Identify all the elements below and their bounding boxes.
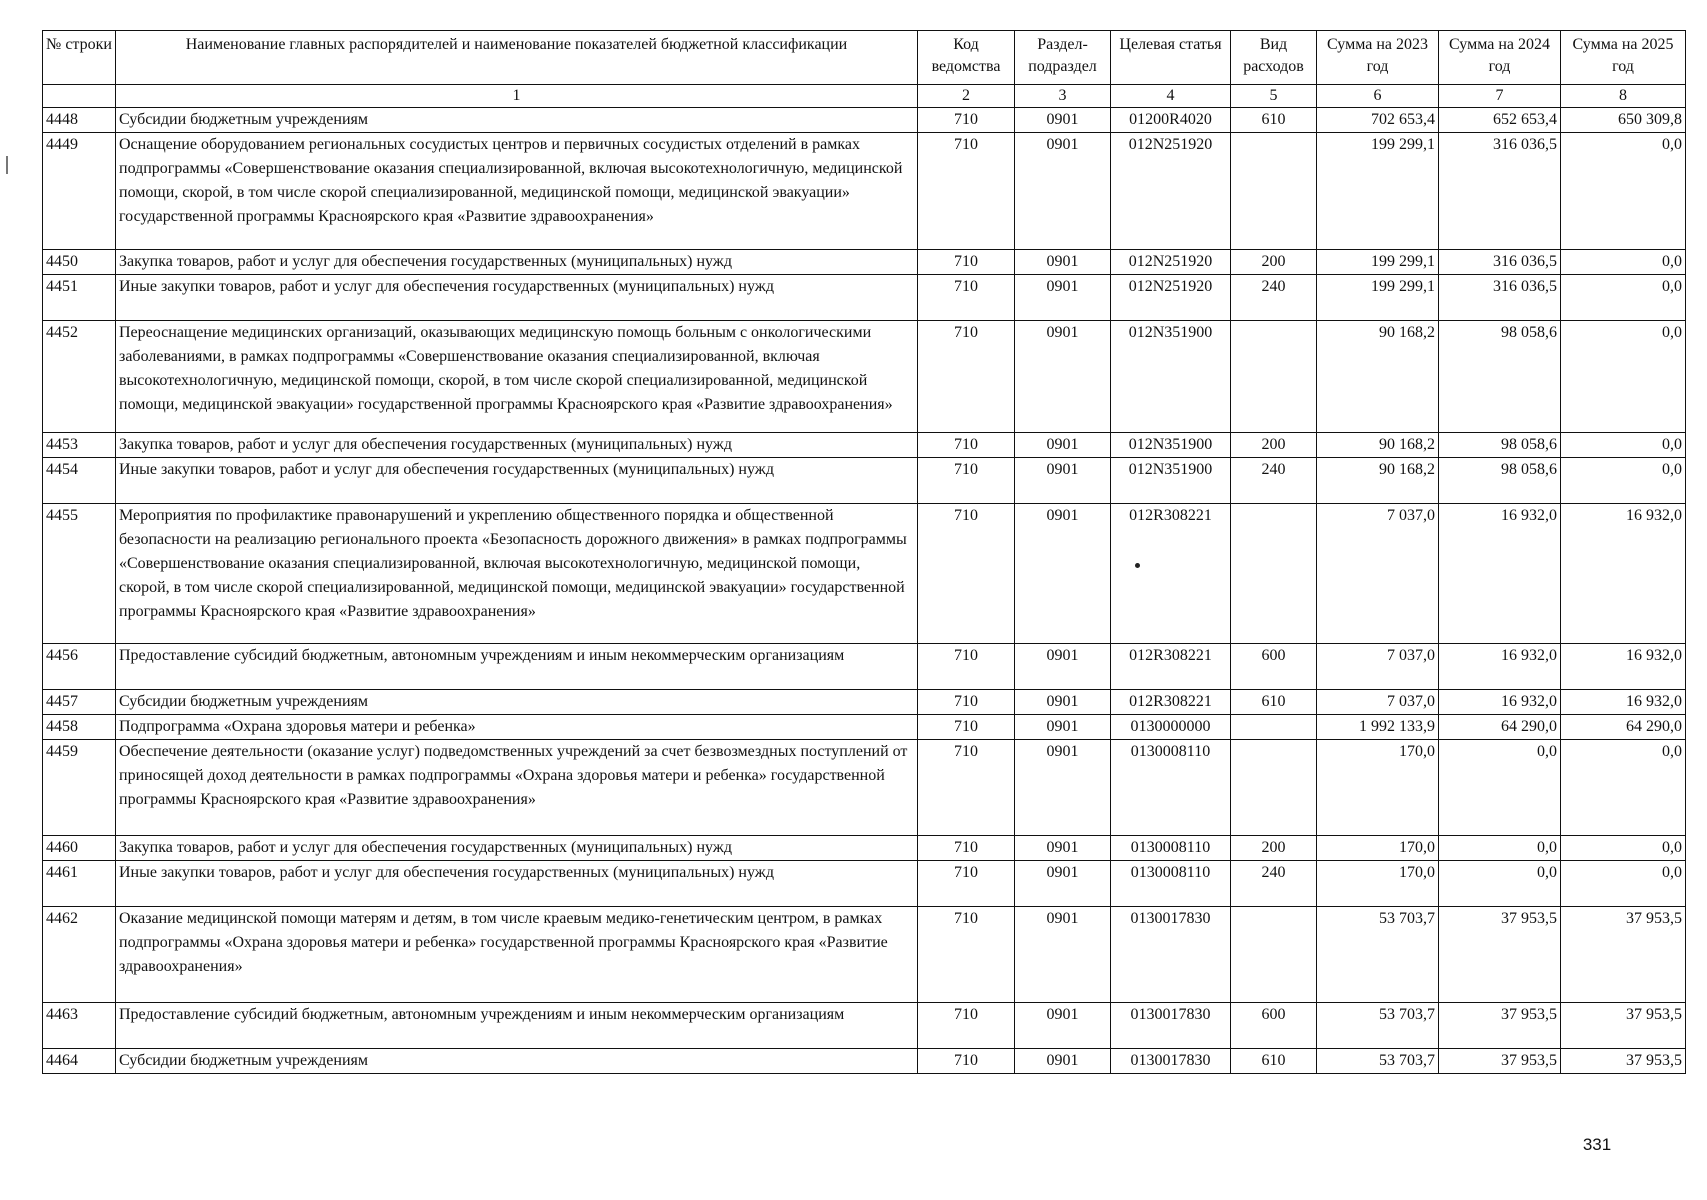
table-row	[43, 715, 1686, 740]
row-sum-2024: 37 953,5	[1439, 907, 1561, 1003]
row-sum-2023: 7 037,0	[1317, 690, 1439, 715]
column-number: 2	[918, 85, 1015, 108]
row-number: 4451	[43, 275, 116, 321]
row-sum-2023: 170,0	[1317, 836, 1439, 861]
row-sum-2025: 37 953,5	[1561, 1049, 1686, 1074]
row-sum-2023: 7 037,0	[1317, 504, 1439, 644]
table-row	[43, 690, 1686, 715]
row-target-article: 012N351900	[1111, 433, 1231, 458]
row-sum-2025: 16 932,0	[1561, 644, 1686, 690]
row-target-article: 0130008110	[1111, 836, 1231, 861]
row-sum-2025: 0,0	[1561, 250, 1686, 275]
row-sum-2023: 53 703,7	[1317, 1049, 1439, 1074]
row-sum-2023: 90 168,2	[1317, 433, 1439, 458]
row-sum-2024: 64 290,0	[1439, 715, 1561, 740]
row-name: Закупка товаров, работ и услуг для обеспечения государственных (муниципальных) нужд	[116, 433, 918, 458]
row-sum-2025: 0,0	[1561, 861, 1686, 907]
row-sum-2023: 702 653,4	[1317, 108, 1439, 133]
table-row	[43, 740, 1686, 836]
row-section: 0901	[1015, 321, 1111, 433]
row-department-code: 710	[918, 433, 1015, 458]
table-row	[43, 907, 1686, 1003]
row-name: Иные закупки товаров, работ и услуг для обеспечения государственных (муниципальных) нужд	[116, 458, 918, 504]
row-number: 4461	[43, 861, 116, 907]
row-number: 4463	[43, 1003, 116, 1049]
row-name: Мероприятия по профилактике правонарушений и укреплению общественного порядка и общественной безопасности на реализацию регионального проекта «Безопасность дорожного движения» в рамках подпрограммы «Совершенствование оказания специализированной, включая высокотехнологичную, медицинской помощи, скорой, в том числе скорой специализированной, медицинской помощи, медицинской эвакуации» государственной программы Красноярского края «Развитие здравоохранения»	[116, 504, 918, 644]
table-row	[43, 133, 1686, 250]
header-sum-2025: Сумма на 2025 год	[1561, 31, 1686, 85]
row-expense-type	[1231, 740, 1317, 836]
header-name: Наименование главных распорядителей и наименование показателей бюджетной классификации	[116, 31, 918, 85]
column-number: 1	[116, 85, 918, 108]
row-section: 0901	[1015, 644, 1111, 690]
row-department-code: 710	[918, 1003, 1015, 1049]
header-expense-type: Вид расходов	[1231, 31, 1317, 85]
row-sum-2023: 199 299,1	[1317, 250, 1439, 275]
row-target-article: 0130008110	[1111, 740, 1231, 836]
table-row	[43, 108, 1686, 133]
row-target-article: 012N351900	[1111, 321, 1231, 433]
row-sum-2025: 0,0	[1561, 433, 1686, 458]
header-row	[43, 31, 1686, 85]
table-row	[43, 836, 1686, 861]
table-row	[43, 644, 1686, 690]
row-sum-2023: 1 992 133,9	[1317, 715, 1439, 740]
header-section: Раздел-подраздел	[1015, 31, 1111, 85]
table-row	[43, 321, 1686, 433]
row-sum-2024: 16 932,0	[1439, 504, 1561, 644]
row-expense-type: 600	[1231, 644, 1317, 690]
row-sum-2024: 0,0	[1439, 836, 1561, 861]
row-section: 0901	[1015, 740, 1111, 836]
row-department-code: 710	[918, 836, 1015, 861]
column-numbers-row	[43, 85, 1686, 108]
row-name: Иные закупки товаров, работ и услуг для обеспечения государственных (муниципальных) нужд	[116, 275, 918, 321]
row-expense-type: 240	[1231, 275, 1317, 321]
row-number: 4457	[43, 690, 116, 715]
row-expense-type	[1231, 907, 1317, 1003]
row-sum-2025: 0,0	[1561, 275, 1686, 321]
row-section: 0901	[1015, 250, 1111, 275]
row-sum-2025: 16 932,0	[1561, 690, 1686, 715]
row-sum-2024: 98 058,6	[1439, 321, 1561, 433]
row-sum-2024: 0,0	[1439, 861, 1561, 907]
row-name: Подпрограмма «Охрана здоровья матери и ребенка»	[116, 715, 918, 740]
row-department-code: 710	[918, 1049, 1015, 1074]
row-target-article: 01200R4020	[1111, 108, 1231, 133]
row-sum-2025: 0,0	[1561, 458, 1686, 504]
row-section: 0901	[1015, 836, 1111, 861]
budget-table	[42, 30, 1686, 1074]
row-number: 4459	[43, 740, 116, 836]
row-expense-type: 200	[1231, 836, 1317, 861]
column-number: 3	[1015, 85, 1111, 108]
row-name: Переоснащение медицинских организаций, оказывающих медицинскую помощь больным с онкологическими заболеваниями, в рамках подпрограммы «Совершенствование оказания специализированной, включая высокотехнологичную, медицинской помощи, скорой, в том числе скорой специализированной, медицинской помощи, медицинской эвакуации» государственной программы Красноярского края «Развитие здравоохранения»	[116, 321, 918, 433]
row-number: 4453	[43, 433, 116, 458]
column-number: 6	[1317, 85, 1439, 108]
row-department-code: 710	[918, 458, 1015, 504]
row-expense-type	[1231, 715, 1317, 740]
row-expense-type: 200	[1231, 433, 1317, 458]
row-section: 0901	[1015, 433, 1111, 458]
row-target-article: 0130008110	[1111, 861, 1231, 907]
row-expense-type: 240	[1231, 458, 1317, 504]
row-department-code: 710	[918, 644, 1015, 690]
row-number: 4454	[43, 458, 116, 504]
row-sum-2025: 64 290,0	[1561, 715, 1686, 740]
row-sum-2024: 316 036,5	[1439, 275, 1561, 321]
table-row	[43, 1049, 1686, 1074]
row-sum-2024: 98 058,6	[1439, 433, 1561, 458]
row-target-article: 012R308221	[1111, 644, 1231, 690]
column-number-empty	[43, 85, 116, 108]
row-department-code: 710	[918, 275, 1015, 321]
margin-mark	[6, 156, 8, 174]
row-name: Предоставление субсидий бюджетным, автономным учреждениям и иным некоммерческим организациям	[116, 644, 918, 690]
row-name: Закупка товаров, работ и услуг для обеспечения государственных (муниципальных) нужд	[116, 836, 918, 861]
row-target-article: 0130017830	[1111, 1049, 1231, 1074]
row-section: 0901	[1015, 907, 1111, 1003]
row-name: Субсидии бюджетным учреждениям	[116, 108, 918, 133]
header-department-code: Код ведомства	[918, 31, 1015, 85]
row-number: 4449	[43, 133, 116, 250]
row-sum-2024: 98 058,6	[1439, 458, 1561, 504]
row-department-code: 710	[918, 504, 1015, 644]
row-sum-2024: 316 036,5	[1439, 250, 1561, 275]
header-row-number: № строки	[43, 31, 116, 85]
row-number: 4448	[43, 108, 116, 133]
row-section: 0901	[1015, 1049, 1111, 1074]
row-section: 0901	[1015, 504, 1111, 644]
column-number: 4	[1111, 85, 1231, 108]
header-sum-2024: Сумма на 2024 год	[1439, 31, 1561, 85]
row-sum-2023: 90 168,2	[1317, 458, 1439, 504]
row-section: 0901	[1015, 1003, 1111, 1049]
row-expense-type: 610	[1231, 690, 1317, 715]
row-expense-type	[1231, 504, 1317, 644]
table-row	[43, 504, 1686, 644]
row-sum-2023: 7 037,0	[1317, 644, 1439, 690]
row-number: 4455	[43, 504, 116, 644]
header-sum-2023: Сумма на 2023 год	[1317, 31, 1439, 85]
row-target-article: 012R308221	[1111, 690, 1231, 715]
row-name: Предоставление субсидий бюджетным, автономным учреждениям и иным некоммерческим организациям	[116, 1003, 918, 1049]
row-section: 0901	[1015, 133, 1111, 250]
table-row	[43, 433, 1686, 458]
row-department-code: 710	[918, 133, 1015, 250]
row-number: 4452	[43, 321, 116, 433]
stray-mark	[1135, 563, 1140, 568]
row-department-code: 710	[918, 690, 1015, 715]
row-department-code: 710	[918, 907, 1015, 1003]
row-sum-2024: 37 953,5	[1439, 1003, 1561, 1049]
row-name: Оснащение оборудованием региональных сосудистых центров и первичных сосудистых отделений в рамках подпрограммы «Совершенствование оказания специализированной, включая высокотехнологичную, медицинской помощи, скорой, в том числе скорой специализированной, медицинской помощи, медицинской эвакуации» государственной программы Красноярского края «Развитие здравоохранения»	[116, 133, 918, 250]
row-name: Оказание медицинской помощи матерям и детям, в том числе краевым медико-генетическим центром, в рамках подпрограммы «Охрана здоровья матери и ребенка» государственной программы Красноярского края «Развитие здравоохранения»	[116, 907, 918, 1003]
row-expense-type: 610	[1231, 108, 1317, 133]
column-number: 8	[1561, 85, 1686, 108]
row-sum-2025: 0,0	[1561, 133, 1686, 250]
row-sum-2025: 37 953,5	[1561, 1003, 1686, 1049]
row-name: Субсидии бюджетным учреждениям	[116, 1049, 918, 1074]
page-number: 331	[1582, 1135, 1612, 1154]
row-number: 4464	[43, 1049, 116, 1074]
row-sum-2025: 0,0	[1561, 740, 1686, 836]
row-target-article: 012N251920	[1111, 133, 1231, 250]
table-row	[43, 861, 1686, 907]
table-row	[43, 250, 1686, 275]
row-name: Закупка товаров, работ и услуг для обеспечения государственных (муниципальных) нужд	[116, 250, 918, 275]
row-sum-2023: 53 703,7	[1317, 1003, 1439, 1049]
row-section: 0901	[1015, 861, 1111, 907]
row-expense-type	[1231, 133, 1317, 250]
row-sum-2023: 170,0	[1317, 861, 1439, 907]
row-target-article: 012R308221	[1111, 504, 1231, 644]
row-sum-2024: 37 953,5	[1439, 1049, 1561, 1074]
column-number: 5	[1231, 85, 1317, 108]
row-expense-type: 240	[1231, 861, 1317, 907]
row-name: Иные закупки товаров, работ и услуг для обеспечения государственных (муниципальных) нужд	[116, 861, 918, 907]
row-sum-2023: 90 168,2	[1317, 321, 1439, 433]
row-target-article: 0130017830	[1111, 907, 1231, 1003]
row-section: 0901	[1015, 275, 1111, 321]
table-row	[43, 275, 1686, 321]
row-sum-2025: 0,0	[1561, 321, 1686, 433]
row-sum-2025: 650 309,8	[1561, 108, 1686, 133]
row-target-article: 0130017830	[1111, 1003, 1231, 1049]
row-target-article: 012N351900	[1111, 458, 1231, 504]
row-target-article: 012N251920	[1111, 275, 1231, 321]
row-expense-type	[1231, 321, 1317, 433]
row-sum-2024: 316 036,5	[1439, 133, 1561, 250]
row-sum-2023: 170,0	[1317, 740, 1439, 836]
row-number: 4450	[43, 250, 116, 275]
row-section: 0901	[1015, 108, 1111, 133]
row-expense-type: 200	[1231, 250, 1317, 275]
row-name: Субсидии бюджетным учреждениям	[116, 690, 918, 715]
row-sum-2023: 53 703,7	[1317, 907, 1439, 1003]
row-expense-type: 610	[1231, 1049, 1317, 1074]
row-department-code: 710	[918, 250, 1015, 275]
row-sum-2023: 199 299,1	[1317, 133, 1439, 250]
row-target-article: 012N251920	[1111, 250, 1231, 275]
row-number: 4462	[43, 907, 116, 1003]
table-row	[43, 458, 1686, 504]
row-sum-2025: 0,0	[1561, 836, 1686, 861]
row-sum-2024: 16 932,0	[1439, 690, 1561, 715]
row-department-code: 710	[918, 715, 1015, 740]
row-section: 0901	[1015, 690, 1111, 715]
row-number: 4456	[43, 644, 116, 690]
row-department-code: 710	[918, 321, 1015, 433]
row-target-article: 0130000000	[1111, 715, 1231, 740]
row-number: 4458	[43, 715, 116, 740]
row-sum-2023: 199 299,1	[1317, 275, 1439, 321]
row-name: Обеспечение деятельности (оказание услуг) подведомственных учреждений за счет безвозмездных поступлений от приносящей доход деятельности в рамках подпрограммы «Охрана здоровья матери и ребенка» государственной программы Красноярского края «Развитие здравоохранения»	[116, 740, 918, 836]
row-sum-2025: 37 953,5	[1561, 907, 1686, 1003]
table-row	[43, 1003, 1686, 1049]
header-target-article: Целевая статья	[1111, 31, 1231, 85]
row-section: 0901	[1015, 458, 1111, 504]
row-section: 0901	[1015, 715, 1111, 740]
row-number: 4460	[43, 836, 116, 861]
row-expense-type: 600	[1231, 1003, 1317, 1049]
row-sum-2024: 16 932,0	[1439, 644, 1561, 690]
row-department-code: 710	[918, 740, 1015, 836]
column-number: 7	[1439, 85, 1561, 108]
row-sum-2025: 16 932,0	[1561, 504, 1686, 644]
row-department-code: 710	[918, 108, 1015, 133]
row-department-code: 710	[918, 861, 1015, 907]
row-sum-2024: 0,0	[1439, 740, 1561, 836]
row-sum-2024: 652 653,4	[1439, 108, 1561, 133]
